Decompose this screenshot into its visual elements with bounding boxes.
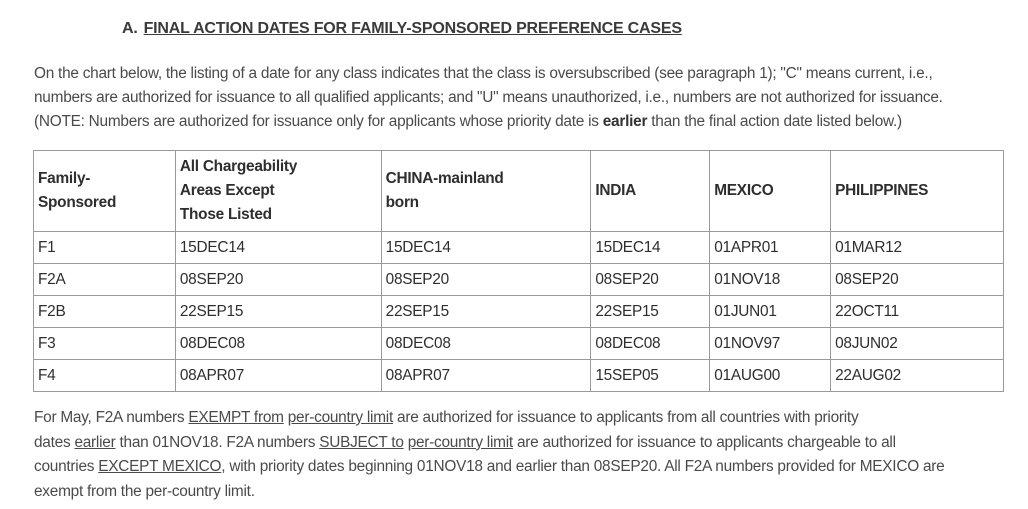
cell-china: 08SEP20 <box>381 264 591 296</box>
cell-mexico: 01NOV97 <box>710 328 831 360</box>
earlier-link[interactable]: earlier <box>74 433 116 451</box>
cell-mexico: 01NOV18 <box>710 264 831 296</box>
exempt-from-link[interactable]: EXEMPT from <box>188 409 284 426</box>
section-letter: A. <box>122 20 138 37</box>
intro-note-text-end: than the final action date listed below.) <box>647 113 902 130</box>
footer-line-1: For May, F2A numbers EXEMPT from per-country limit are authorized for issuance to applicants from all countries with priority <box>34 409 859 426</box>
cell-philippines: 08SEP20 <box>831 264 1004 296</box>
cell-all-chargeability: 08DEC08 <box>175 328 381 360</box>
cell-category: F3 <box>34 328 176 360</box>
except-mexico-link[interactable]: EXCEPT MEXICO <box>98 458 222 475</box>
cell-china: 08APR07 <box>381 360 591 392</box>
footer-paragraph <box>34 406 1009 504</box>
section-heading <box>122 20 682 38</box>
cell-all-chargeability: 22SEP15 <box>175 296 381 328</box>
header-family-sponsored: Family- Sponsored <box>34 151 176 232</box>
cell-philippines: 08JUN02 <box>831 328 1004 360</box>
cell-all-chargeability: 08SEP20 <box>175 264 381 296</box>
intro-paragraph <box>34 62 1009 134</box>
cell-india: 15DEC14 <box>591 232 710 264</box>
header-philippines: PHILIPPINES <box>831 151 1004 232</box>
cell-category: F4 <box>34 360 176 392</box>
cell-all-chargeability: 15DEC14 <box>175 232 381 264</box>
header-mexico: MEXICO <box>710 151 831 232</box>
cell-india: 15SEP05 <box>591 360 710 392</box>
per-country-limit-link-2[interactable]: per-country limit <box>407 433 513 451</box>
intro-note-text: (NOTE: Numbers are authorized for issuance only for applicants whose priority date is <box>34 113 603 130</box>
footer-line-4: exempt from the per-country limit. <box>34 482 255 500</box>
intro-note-emphasis: earlier <box>602 113 648 130</box>
intro-line-3 <box>34 110 1009 134</box>
cell-india: 22SEP15 <box>591 296 710 328</box>
intro-line-1: On the chart below, the listing of a date for any class indicates that the class is oversubscribed (see paragraph 1); "C" means current, i.e., <box>34 65 933 82</box>
table-row <box>34 264 1004 296</box>
table-row <box>34 328 1004 360</box>
cell-philippines: 01MAR12 <box>831 232 1004 264</box>
cell-category: F2A <box>34 264 176 296</box>
header-all-chargeability: All Chargeability Areas Except Those Listed <box>175 151 381 232</box>
header-india: INDIA <box>591 151 710 232</box>
table-row <box>34 232 1004 264</box>
footer-line-3: countries EXCEPT MEXICO, with priority dates beginning 01NOV18 and earlier than 08SEP20. All F2A numbers provided for MEXICO are <box>34 458 945 475</box>
cell-china: 08DEC08 <box>381 328 591 360</box>
subject-to-link[interactable]: SUBJECT to <box>319 433 404 451</box>
cell-all-chargeability: 08APR07 <box>175 360 381 392</box>
cell-category: F2B <box>34 296 176 328</box>
cell-mexico: 01AUG00 <box>710 360 831 392</box>
cell-philippines: 22AUG02 <box>831 360 1004 392</box>
cell-china: 15DEC14 <box>381 232 591 264</box>
cell-china: 22SEP15 <box>381 296 591 328</box>
cell-india: 08DEC08 <box>591 328 710 360</box>
table-row <box>34 360 1004 392</box>
intro-line-2: numbers are authorized for issuance to all qualified applicants; and "U" means unauthorized, i.e., numbers are not authorized for issuance. <box>34 89 943 106</box>
cell-india: 08SEP20 <box>591 264 710 296</box>
per-country-limit-link[interactable]: per-country limit <box>287 409 393 426</box>
footer-line-2: dates earlier than 01NOV18. F2A numbers SUBJECT to per-country limit are authorized for issuance to applicants chargeable to all <box>34 433 896 451</box>
cell-mexico: 01APR01 <box>710 232 831 264</box>
cell-philippines: 22OCT11 <box>831 296 1004 328</box>
table-header-row <box>34 151 1004 232</box>
cell-category: F1 <box>34 232 176 264</box>
final-action-dates-table <box>33 150 1004 392</box>
table-row <box>34 296 1004 328</box>
section-title: FINAL ACTION DATES FOR FAMILY-SPONSORED PREFERENCE CASES <box>143 20 682 37</box>
cell-mexico: 01JUN01 <box>710 296 831 328</box>
header-china: CHINA-mainland born <box>381 151 591 232</box>
